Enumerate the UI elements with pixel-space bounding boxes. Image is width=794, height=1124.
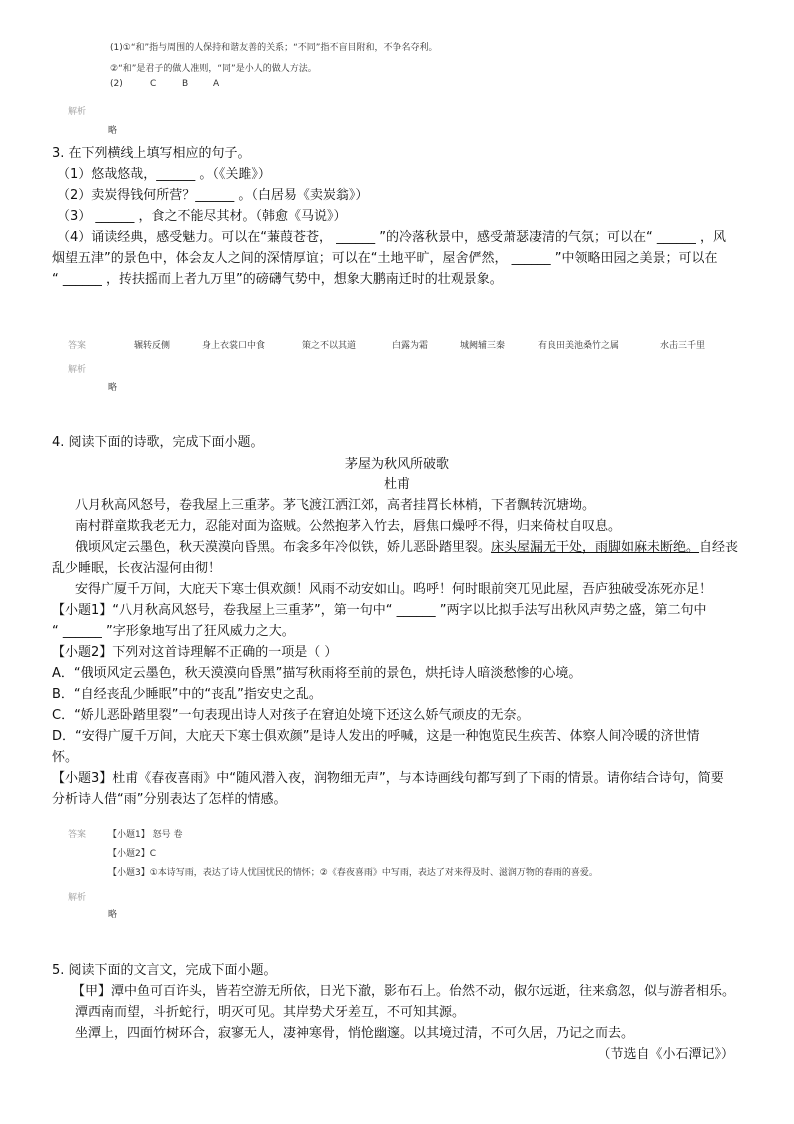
analysis-text: 略 — [108, 383, 118, 393]
sub-question-3-cont: 分析诗人借“雨”分别表达了怎样的情感。 — [52, 792, 287, 807]
poem-line — [75, 537, 738, 558]
passage-source: （节选自《小石潭记》） — [597, 1047, 734, 1062]
answer-item: 【小题2】C — [108, 849, 157, 859]
sub-question-1-cont: “ ______ ”字形象地写出了狂风威力之大。 — [52, 624, 295, 639]
option-d-cont: 怀。 — [52, 750, 79, 765]
answer-label: 答案 — [68, 341, 87, 351]
poem-line: 八月秋高风怒号，卷我屋上三重茅。茅飞渡江洒江郊，高者挂罥长林梢，下者飘转沉塘坳。 — [75, 498, 596, 513]
question-3-item: “ ______ ，抟扶摇而上者九万里”的磅礴气势中，想象大鹏南迁时的壮观景象。 — [52, 272, 503, 287]
prev-answer-option: A — [213, 79, 220, 89]
option-d: D．“安得广厦千万间，大庇天下寒士俱欢颜”是诗人发出的呼喊，这是一种饱览民生疾苦、体察人间冷暖的济世情 — [52, 729, 700, 744]
option-c: C．“娇儿恶卧踏里裂”一句表现出诗人对孩子在窘迫处境下还这么娇气顽皮的无奈。 — [52, 708, 530, 723]
question-3-item: 烟望五津”的景色中，体会友人之间的深情厚谊；可以在“土地平旷，屋舍俨然， ______ ”中领略田园之美景；可以在 — [52, 251, 718, 266]
poem-line-part: 自经丧 — [699, 540, 739, 555]
question-3-title: 3. 在下列横线上填写相应的句子。 — [52, 146, 251, 161]
poem-line: 南村群童欺我老无力，忍能对面为盗贼。公然抱茅入竹去，唇焦口燥呼不得，归来倚杖自叹息。 — [75, 519, 622, 534]
question-3-item: （3） ______ ，食之不能尽其材。（韩愈《马说》） — [57, 209, 347, 224]
prev-answer-option: C — [150, 79, 157, 89]
answer-label: 答案 — [68, 830, 87, 840]
answer-item: 水击三千里 — [660, 341, 706, 351]
poem-author: 杜甫 — [383, 477, 410, 492]
poem-line-part: 俄顷风定云墨色，秋天漠漠向昏黑。布衾多年冷似铁，娇儿恶卧踏里裂。 — [75, 540, 492, 555]
question-5-title: 5. 阅读下面的文言文，完成下面小题。 — [52, 963, 277, 978]
poem-title: 茅屋为秋风所破歌 — [344, 457, 449, 472]
sub-question-3: 【小题3】杜甫《春夜喜雨》中“随风潜入夜，润物细无声”，与本诗画线句都写到了下雨的情景。请你结合诗句，简要 — [52, 771, 724, 786]
question-3-item: （2）卖炭得钱何所营？______ 。（白居易《卖炭翁》） — [57, 188, 369, 203]
answer-item: 白露为霜 — [392, 341, 429, 351]
question-4-title: 4. 阅读下面的诗歌，完成下面小题。 — [52, 435, 264, 450]
poem-line: 乱少睡眠，长夜沾湿何由彻！ — [52, 561, 222, 576]
prev-answer-line-2: ②“和”是君子的做人准则，“同”是小人的做人方法。 — [110, 64, 317, 74]
sub-question-1: 【小题1】“八月秋高风怒号，卷我屋上三重茅”，第一句中“ ______ ”两字以比拟手法写出秋风声势之盛，第二句中 — [52, 603, 707, 618]
answer-item: 城阙辅三秦 — [460, 341, 506, 351]
answer-item: 辗转反侧 — [134, 341, 171, 351]
answer-item: 策之不以其道 — [302, 341, 357, 351]
prev-answer-option: B — [182, 79, 189, 89]
analysis-label: 解析 — [68, 893, 87, 903]
passage-line: 潭西南而望，斗折蛇行，明灭可见。其岸势犬牙差互，不可知其源。 — [75, 1005, 466, 1020]
prev-answer-line-1: (1)①“和”指与周围的人保持和谐友善的关系；“不同”指不盲目附和，不争名夺利。 — [110, 43, 438, 53]
answer-item: 【小题1】 怒号 卷 — [108, 830, 183, 840]
analysis-label: 解析 — [68, 107, 87, 117]
analysis-text: 略 — [108, 126, 118, 136]
poem-line: 安得广厦千万间，大庇天下寒士俱欢颜！风雨不动安如山。呜呼！何时眼前突兀见此屋，吾庐独破受冻死亦足！ — [75, 582, 713, 597]
option-b: B．“自经丧乱少睡眠”中的“丧乱”指安史之乱。 — [52, 687, 322, 702]
passage-line: 坐潭上，四面竹树环合，寂寥无人，凄神寒骨，悄怆幽邃。以其境过清，不可久居，乃记之而去。 — [75, 1026, 635, 1041]
question-3-item: （1）悠哉悠哉，______ 。（《关雎》） — [57, 167, 271, 182]
question-3-item: （4）诵读经典，感受魅力。可以在“蒹葭苍苍， ______ ”的冷落秋景中，感受萧瑟凄清的气氛；可以在“ ______ ，风 — [57, 230, 727, 245]
underlined-sentence: 床头屋漏无干处，雨脚如麻未断绝。 — [491, 540, 700, 555]
analysis-text: 略 — [108, 910, 118, 920]
answer-item: 【小题3】①本诗写雨，表达了诗人忧国忧民的情怀；②《春夜喜雨》中写雨，表达了对来得及时、滋润万物的春雨的喜爱。 — [108, 868, 598, 878]
answer-item: 身上衣裳口中食 — [202, 341, 266, 351]
option-a: A．“俄顷风定云墨色，秋天漠漠向昏黑”描写秋雨将至前的景色，烘托诗人暗淡愁惨的心境。 — [52, 666, 582, 681]
passage-line: 【甲】潭中鱼可百许头，皆若空游无所依，日光下澈，影布石上。佁然不动，俶尔远逝，往来翕忽，似与游者相乐。 — [72, 984, 736, 999]
analysis-label: 解析 — [68, 365, 87, 375]
sub-question-2: 【小题2】下列对这首诗理解不正确的一项是（ ） — [52, 645, 338, 660]
prev-answer-line-3-prefix: (2) — [110, 79, 123, 89]
answer-item: 有良田美池桑竹之属 — [538, 341, 620, 351]
